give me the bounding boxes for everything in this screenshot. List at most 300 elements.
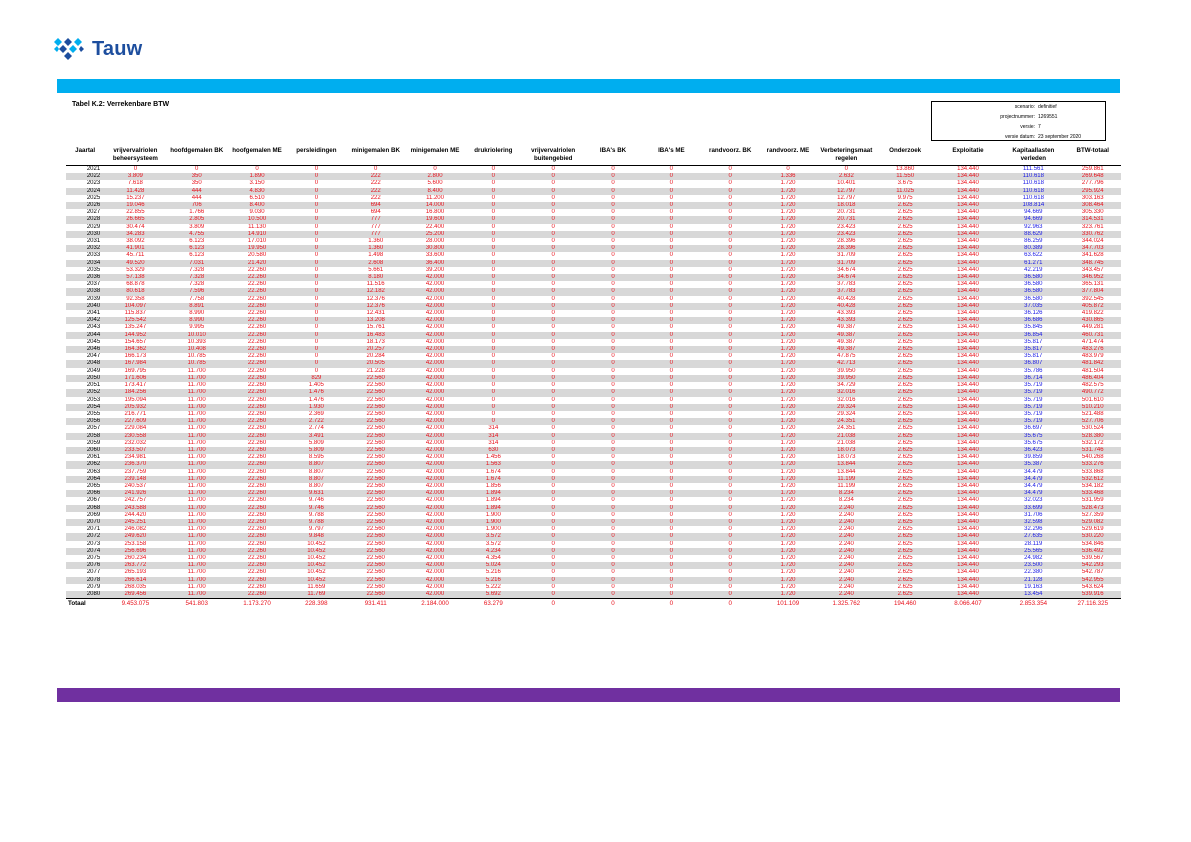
value-cell: 0 (584, 332, 642, 339)
value-cell: 49.387 (816, 332, 876, 339)
value-cell: 0 (611, 180, 615, 187)
value-cell: 0 (464, 260, 522, 267)
value-cell: 1.900 (485, 526, 501, 533)
value-cell: 0 (701, 389, 760, 396)
value-cell: 2.625 (876, 389, 933, 396)
value-cell: 134.440 (934, 533, 1002, 540)
value-cell: 263.772 (104, 562, 166, 569)
value-cell: 1.720 (760, 577, 816, 584)
value-cell: 39.200 (425, 266, 445, 273)
value-cell: 7.328 (189, 266, 205, 273)
column-header: vrijvervalriolen buitengebied (523, 147, 584, 166)
value-cell: 529.082 (1065, 519, 1121, 526)
value-cell: 0 (701, 303, 760, 310)
value-cell: 777 (370, 223, 381, 230)
value-cell: 42.000 (425, 468, 445, 475)
value-cell: 8.180 (346, 274, 406, 281)
value-cell: 173.417 (124, 382, 147, 389)
value-cell: 8.400 (227, 202, 287, 209)
logo-text: Tauw (92, 37, 143, 60)
value-cell: 0 (611, 367, 615, 374)
value-cell: 36.580 (1024, 295, 1043, 302)
value-cell: 1.360 (346, 245, 406, 252)
value-cell: 0 (551, 223, 555, 230)
value-cell: 134.440 (957, 425, 979, 432)
table-row (66, 555, 1121, 562)
year-cell: 2042 (66, 317, 104, 324)
value-cell: 0 (551, 266, 555, 273)
value-cell: 8.400 (406, 188, 464, 195)
value-cell: 536.492 (1065, 548, 1121, 555)
value-cell: 20.731 (837, 209, 856, 216)
value-cell: 22.260 (227, 389, 287, 396)
value-cell: 829 (287, 375, 345, 382)
value-cell: 0 (669, 295, 674, 302)
total-cell: 0 (584, 599, 642, 610)
value-cell: 0 (314, 194, 319, 201)
value-cell: 253.158 (124, 540, 147, 547)
value-cell: 2.625 (876, 548, 933, 555)
year-cell: 2029 (86, 223, 101, 230)
value-cell: 1.720 (780, 266, 796, 273)
value-cell: 6.123 (189, 238, 205, 245)
value-cell: 12.376 (346, 303, 406, 310)
value-cell: 0 (464, 173, 522, 180)
value-cell: 36.714 (1002, 375, 1064, 382)
value-cell: 0 (287, 332, 345, 339)
value-cell: 42.000 (425, 511, 445, 518)
value-cell: 0 (669, 338, 674, 345)
value-cell: 22.560 (366, 410, 385, 417)
value-cell: 2.240 (816, 548, 876, 555)
year-cell: 2046 (66, 346, 104, 353)
value-cell: 481.504 (1081, 367, 1104, 374)
value-cell: 22.560 (366, 439, 385, 446)
value-cell: 1.720 (780, 223, 796, 230)
value-cell: 22.560 (346, 418, 406, 425)
value-cell: 22.560 (346, 461, 406, 468)
value-cell: 134.440 (957, 295, 979, 302)
year-cell: 2034 (66, 260, 104, 267)
value-cell: 2.625 (897, 324, 913, 331)
value-cell: 42.000 (425, 338, 445, 345)
value-cell: 706 (167, 202, 227, 209)
value-cell: 42.000 (425, 367, 445, 374)
value-cell: 1.720 (760, 505, 816, 512)
value-cell: 0 (584, 216, 642, 223)
value-cell: 0 (701, 404, 760, 411)
value-cell: 0 (551, 410, 555, 417)
value-cell: 0 (287, 231, 345, 238)
value-cell: 42.000 (406, 447, 464, 454)
value-cell: 42.000 (425, 425, 445, 432)
value-cell: 0 (611, 223, 615, 230)
value-cell: 34.674 (816, 274, 876, 281)
value-cell: 164.362 (104, 346, 166, 353)
value-cell: 1.720 (780, 367, 796, 374)
value-cell: 540.268 (1081, 454, 1104, 461)
value-cell: 1.720 (780, 209, 796, 216)
value-cell: 1.894 (464, 505, 522, 512)
value-cell: 0 (611, 439, 615, 446)
year-cell: 2050 (66, 375, 104, 382)
value-cell: 2.625 (876, 577, 933, 584)
value-cell: 0 (523, 375, 584, 382)
value-cell: 3.491 (287, 433, 345, 440)
value-cell: 0 (642, 476, 700, 483)
value-cell: 527.359 (1081, 511, 1104, 518)
value-cell: 5.216 (464, 577, 522, 584)
value-cell: 11.700 (167, 577, 227, 584)
value-cell: 0 (642, 173, 700, 180)
value-cell: 265.193 (124, 569, 147, 576)
value-cell: 115.837 (124, 310, 146, 317)
value-cell: 144.952 (104, 332, 166, 339)
value-cell: 0 (584, 591, 642, 599)
value-cell: 528.380 (1065, 433, 1121, 440)
value-cell: 12.797 (816, 188, 876, 195)
value-cell: 25.565 (1002, 548, 1064, 555)
column-header: persleidingen (287, 147, 345, 166)
value-cell: 11.700 (187, 569, 206, 576)
column-header: Jaartal (66, 147, 104, 166)
value-cell: 134.440 (957, 583, 979, 590)
value-cell: 0 (584, 476, 642, 483)
value-cell: 1.720 (760, 418, 816, 425)
value-cell: 135.247 (124, 324, 147, 331)
value-cell: 22.855 (126, 209, 145, 216)
value-cell: 8.595 (308, 454, 324, 461)
value-cell: 0 (584, 389, 642, 396)
value-cell: 0 (701, 433, 760, 440)
value-cell: 229.084 (124, 425, 147, 432)
value-cell: 16.800 (425, 209, 445, 216)
value-cell: 0 (551, 310, 555, 317)
value-cell: 21.228 (366, 367, 385, 374)
value-cell: 0 (584, 404, 642, 411)
value-cell: 11.700 (167, 490, 227, 497)
value-cell: 1.720 (780, 295, 796, 302)
value-cell: 1.720 (780, 511, 796, 518)
value-cell: 22.560 (366, 511, 385, 518)
value-cell: 13.860 (895, 166, 915, 172)
year-cell: 2070 (66, 519, 104, 526)
table-row (66, 469, 1121, 476)
value-cell: 543.624 (1081, 583, 1104, 590)
value-cell: 34.479 (1024, 468, 1043, 475)
value-cell: 630 (464, 447, 522, 454)
value-cell: 0 (669, 324, 674, 331)
value-cell: 0 (701, 332, 760, 339)
value-cell: 0 (701, 360, 760, 367)
value-cell: 260.234 (124, 554, 147, 561)
year-cell: 2066 (66, 490, 104, 497)
value-cell: 13.208 (346, 317, 406, 324)
value-cell: 1.360 (368, 238, 384, 245)
value-cell: 0 (669, 497, 674, 504)
value-cell: 0 (728, 238, 732, 245)
year-cell: 2028 (66, 216, 104, 223)
value-cell: 2.800 (406, 173, 464, 180)
value-cell: 0 (642, 418, 700, 425)
value-cell: 42.000 (406, 274, 464, 281)
value-cell: 9.746 (287, 505, 345, 512)
value-cell: 245.251 (104, 519, 166, 526)
value-cell: 22.560 (366, 554, 385, 561)
value-cell: 22.260 (227, 317, 287, 324)
value-cell: 134.440 (934, 447, 1002, 454)
value-cell: 134.440 (934, 216, 1002, 223)
value-cell: 42.000 (425, 482, 445, 489)
value-cell: 19.950 (227, 245, 287, 252)
total-cell: 228.398 (287, 599, 345, 610)
value-cell: 0 (491, 382, 496, 389)
value-cell: 11.700 (187, 554, 206, 561)
value-cell: 1.720 (780, 238, 796, 245)
value-cell: 2.625 (876, 303, 933, 310)
value-cell: 11.516 (366, 281, 385, 288)
value-cell: 0 (464, 346, 522, 353)
value-cell: 305.330 (1081, 209, 1104, 216)
value-cell: 0 (551, 382, 555, 389)
column-header: minigemalen BK (346, 147, 406, 166)
value-cell: 2.625 (897, 439, 913, 446)
value-cell: 0 (701, 188, 760, 195)
value-cell: 0 (611, 194, 615, 201)
value-cell: 22.380 (1024, 569, 1043, 576)
value-cell: 22.260 (247, 482, 267, 489)
value-cell: 5.600 (427, 180, 443, 187)
value-cell: 9.788 (308, 511, 324, 518)
value-cell: 1.720 (780, 324, 796, 331)
value-cell: 11.700 (187, 425, 206, 432)
tauw-logo-icon (52, 36, 86, 62)
value-cell: 28.119 (1024, 540, 1043, 547)
value-cell: 0 (584, 260, 642, 267)
value-cell: 2.240 (838, 569, 854, 576)
value-cell: 22.260 (227, 461, 287, 468)
value-cell: 0 (584, 231, 642, 238)
value-cell: 0 (642, 433, 700, 440)
value-cell: 0 (701, 548, 760, 555)
value-cell: 0 (523, 519, 584, 526)
value-cell: 0 (611, 266, 615, 273)
value-cell: 216.771 (124, 410, 147, 417)
value-cell: 10.785 (187, 353, 206, 360)
value-cell: 0 (195, 166, 199, 172)
table-row (66, 541, 1121, 548)
value-cell: 94.669 (1002, 216, 1064, 223)
value-cell: 2.625 (876, 274, 933, 281)
value-cell: 22.560 (366, 540, 385, 547)
value-cell: 0 (523, 490, 584, 497)
value-cell: 11.700 (167, 418, 227, 425)
value-cell: 0 (491, 166, 496, 172)
value-cell: 5.692 (464, 591, 522, 599)
table-row (66, 296, 1121, 303)
value-cell: 1.563 (464, 461, 522, 468)
value-cell: 0 (523, 274, 584, 281)
value-cell: 134.440 (934, 303, 1002, 310)
value-cell: 11.700 (187, 482, 206, 489)
value-cell: 42.000 (425, 583, 445, 590)
value-cell: 1.720 (760, 591, 816, 599)
value-cell: 134.440 (934, 490, 1002, 497)
value-cell: 241.926 (104, 490, 166, 497)
value-cell: 1.720 (780, 526, 796, 533)
year-cell: 2057 (86, 425, 101, 432)
value-cell: 0 (642, 577, 700, 584)
value-cell: 32.296 (1024, 526, 1043, 533)
value-cell: 0 (611, 281, 615, 288)
value-cell: 22.260 (247, 310, 267, 317)
value-cell: 0 (642, 360, 700, 367)
value-cell: 0 (464, 216, 522, 223)
value-cell: 22.260 (227, 418, 287, 425)
value-cell: 134.440 (934, 548, 1002, 555)
value-cell: 0 (728, 497, 732, 504)
value-cell: 22.400 (425, 223, 445, 230)
value-cell: 134.440 (934, 404, 1002, 411)
total-cell: 9.453.075 (104, 599, 166, 610)
table-row (66, 188, 1121, 195)
value-cell: 0 (728, 180, 732, 187)
value-cell: 0 (611, 310, 615, 317)
value-cell: 22.260 (227, 476, 287, 483)
value-cell: 1.900 (485, 511, 501, 518)
value-cell: 0 (523, 433, 584, 440)
value-cell: 0 (669, 194, 674, 201)
value-cell: 134.440 (934, 231, 1002, 238)
value-cell: 0 (551, 511, 555, 518)
value-cell: 268.035 (124, 583, 147, 590)
value-cell: 0 (584, 173, 642, 180)
value-cell: 42.000 (425, 454, 445, 461)
table-row (66, 425, 1121, 432)
value-cell: 0 (642, 389, 700, 396)
value-cell: 42.000 (406, 346, 464, 353)
table-row (66, 245, 1121, 252)
value-cell: 346.952 (1065, 274, 1121, 281)
value-cell: 256.696 (104, 548, 166, 555)
value-cell: 1.720 (760, 433, 816, 440)
value-cell: 0 (701, 577, 760, 584)
value-cell: 533.276 (1065, 461, 1121, 468)
value-cell: 9.788 (287, 519, 345, 526)
value-cell: 0 (433, 166, 437, 172)
value-cell: 0 (314, 209, 319, 216)
value-cell: 2.625 (876, 433, 933, 440)
value-cell: 2.625 (897, 468, 913, 475)
value-cell: 11.700 (187, 382, 206, 389)
value-cell: 22.560 (366, 526, 385, 533)
year-cell: 2079 (86, 583, 101, 590)
value-cell: 5.661 (368, 266, 384, 273)
value-cell: 2.240 (816, 533, 876, 540)
value-cell: 24.351 (816, 418, 876, 425)
value-cell: 0 (491, 353, 496, 360)
value-cell: 18.073 (837, 454, 856, 461)
value-cell: 134.440 (957, 569, 979, 576)
value-cell: 134.440 (957, 281, 979, 288)
value-cell: 39.950 (837, 367, 856, 374)
value-cell: 2.625 (897, 353, 913, 360)
value-cell: 33.600 (425, 252, 445, 259)
value-cell: 694 (346, 202, 406, 209)
value-cell: 36.697 (1024, 425, 1043, 432)
value-cell: 108.814 (1002, 202, 1064, 209)
year-cell: 2021 (86, 166, 101, 172)
value-cell: 0 (287, 317, 345, 324)
year-cell: 2038 (66, 288, 104, 295)
value-cell: 92.358 (126, 295, 145, 302)
table-row (66, 303, 1121, 310)
column-header: BTW-totaal (1065, 147, 1121, 166)
value-cell: 694 (370, 209, 381, 216)
value-cell: 0 (314, 166, 319, 172)
value-cell: 2.625 (876, 375, 933, 382)
table-row (66, 584, 1121, 591)
value-cell: 0 (523, 188, 584, 195)
value-cell: 269.456 (104, 591, 166, 599)
value-cell: 37.783 (816, 288, 876, 295)
value-cell: 444 (167, 188, 227, 195)
value-cell: 11.700 (167, 562, 227, 569)
value-cell: 32.016 (837, 396, 856, 403)
value-cell: 22.260 (227, 490, 287, 497)
value-cell: 1.720 (780, 482, 796, 489)
value-cell: 1.890 (227, 173, 287, 180)
year-cell: 2030 (66, 231, 104, 238)
value-cell: 42.000 (425, 497, 445, 504)
value-cell: 36.423 (1002, 447, 1064, 454)
value-cell: 0 (669, 425, 674, 432)
value-cell: 134.440 (934, 288, 1002, 295)
value-cell: 11.769 (287, 591, 345, 599)
value-cell: 0 (701, 490, 760, 497)
value-cell: 134.440 (934, 577, 1002, 584)
value-cell: 482.575 (1081, 382, 1104, 389)
value-cell: 10.393 (187, 338, 206, 345)
value-cell: 1.720 (780, 410, 796, 417)
value-cell: 0 (701, 533, 760, 540)
value-cell: 0 (584, 303, 642, 310)
value-cell: 529.619 (1081, 526, 1104, 533)
value-cell: 11.199 (816, 476, 876, 483)
value-cell: 8.234 (816, 490, 876, 497)
value-cell: 0 (287, 216, 345, 223)
value-cell: 0 (551, 353, 555, 360)
table-row (66, 526, 1121, 533)
value-cell: 8.807 (308, 482, 324, 489)
value-cell: 9.995 (189, 324, 205, 331)
value-cell: 35.817 (1024, 353, 1043, 360)
value-cell: 22.560 (346, 505, 406, 512)
value-cell: 2.625 (897, 223, 913, 230)
value-cell: 0 (611, 554, 615, 561)
value-cell: 22.260 (247, 540, 267, 547)
value-cell: 10.452 (307, 569, 326, 576)
value-cell: 6.510 (249, 194, 265, 201)
value-cell: 0 (669, 410, 674, 417)
value-cell: 134.440 (934, 476, 1002, 483)
table-row (66, 389, 1121, 396)
value-cell: 21.038 (816, 433, 876, 440)
value-cell: 533.868 (1081, 468, 1104, 475)
value-cell: 0 (584, 288, 642, 295)
value-cell: 22.260 (227, 433, 287, 440)
value-cell: 8.807 (287, 461, 345, 468)
